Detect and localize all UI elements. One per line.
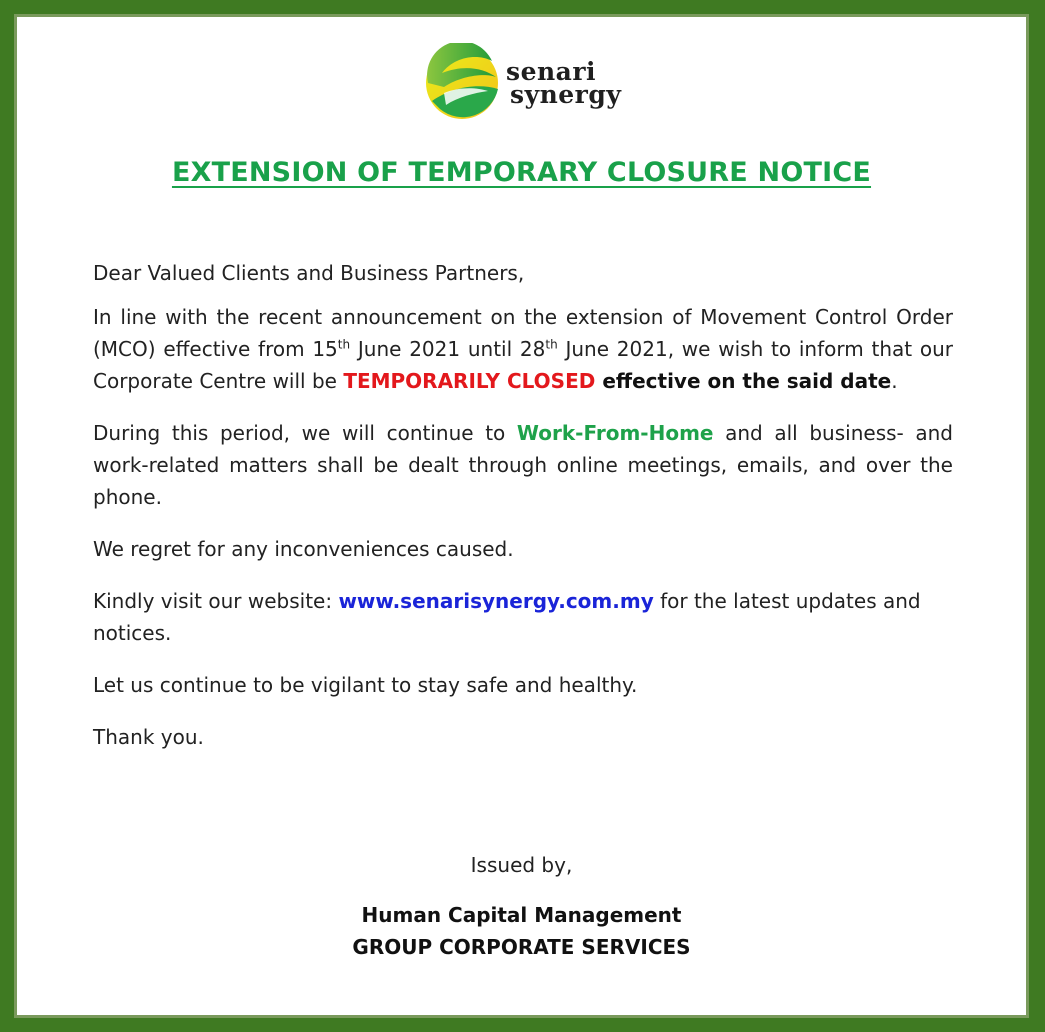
temporarily-closed-highlight: TEMPORARILY CLOSED xyxy=(343,369,596,393)
paragraph-closure xyxy=(93,301,953,397)
company-logo xyxy=(422,43,642,125)
paragraph-regret: We regret for any inconveniences caused. xyxy=(93,537,514,561)
work-from-home-highlight: Work-From-Home xyxy=(516,421,714,445)
notice-title: EXTENSION OF TEMPORARY CLOSURE NOTICE xyxy=(171,157,872,188)
effective-date-bold: effective on the said date xyxy=(595,369,892,393)
para2-text-1: During this period, we will continue to xyxy=(93,421,517,445)
para1-text-1: In line with the recent announcement on the extension of Movement Control Order (MCO) effective from 15 xyxy=(93,305,953,361)
website-link[interactable]: www.senarisynergy.com.my xyxy=(338,589,654,613)
para4-text-2: for the latest updates and notices. xyxy=(93,589,921,645)
paragraph-wfh xyxy=(93,417,953,513)
division-name: GROUP CORPORATE SERVICES xyxy=(352,935,691,959)
para1-sup-2: th xyxy=(545,337,558,352)
paragraph-thanks: Thank you. xyxy=(93,725,204,749)
logo-word-senari: senari xyxy=(506,57,597,86)
notice-body xyxy=(93,257,953,753)
logo-swirl-icon xyxy=(422,43,506,127)
para1-sup-1: th xyxy=(337,337,351,352)
logo-word-synergy: synergy xyxy=(510,80,622,109)
department-name: Human Capital Management xyxy=(361,903,682,927)
para1-text-3: June 2021, we wish to inform that our Corporate Centre will be xyxy=(93,337,954,393)
issued-by-label: Issued by, xyxy=(470,853,573,877)
para4-text-1: Kindly visit our website: xyxy=(93,589,339,613)
para1-end: . xyxy=(891,369,898,393)
para1-text-2: June 2021 until 28 xyxy=(350,337,546,361)
para2-text-2: and all business- and work-related matters shall be dealt through online meetings, emails, and over the phone. xyxy=(93,421,954,509)
paragraph-safety: Let us continue to be vigilant to stay safe and healthy. xyxy=(93,673,638,697)
notice-sheet xyxy=(14,14,1029,1018)
paragraph-website xyxy=(93,585,953,649)
greeting: Dear Valued Clients and Business Partners, xyxy=(93,261,525,285)
